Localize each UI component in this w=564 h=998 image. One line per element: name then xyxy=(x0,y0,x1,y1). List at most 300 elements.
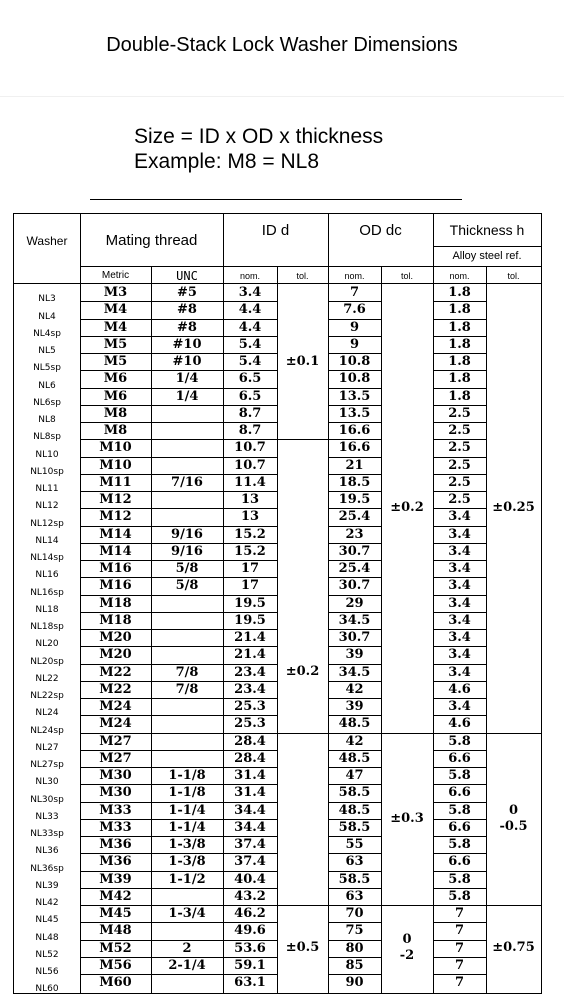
unc-cell: 1-3/8 xyxy=(168,837,206,852)
unc-cell: #5 xyxy=(177,285,197,300)
metric-cell: M60 xyxy=(99,975,132,990)
row-line xyxy=(328,422,381,423)
row-line xyxy=(223,698,277,699)
id-cell: 31.4 xyxy=(234,785,266,801)
row-line xyxy=(433,750,486,751)
row-line xyxy=(433,871,486,872)
row-line xyxy=(433,336,486,337)
row-line xyxy=(80,698,223,699)
row-line xyxy=(328,612,381,613)
od-cell: 18.5 xyxy=(338,474,371,490)
od-cell: 58.5 xyxy=(338,871,371,887)
header-id-nom: nom. xyxy=(239,270,260,281)
metric-cell: M27 xyxy=(99,750,132,766)
metric-cell: M24 xyxy=(99,699,132,714)
washer-cell: NL22sp xyxy=(30,691,64,702)
od-cell: 30.7 xyxy=(338,543,371,559)
row-line xyxy=(328,319,381,320)
metric-cell: M6 xyxy=(103,388,128,404)
od-tolerance-text: -2 xyxy=(399,948,415,964)
id-cell: 13 xyxy=(240,492,260,507)
row-line xyxy=(328,974,381,975)
row-line xyxy=(328,802,381,803)
row-line xyxy=(328,577,381,578)
metric-cell: M33 xyxy=(99,802,132,818)
washer-cell: NL4 xyxy=(38,311,56,322)
row-line xyxy=(433,560,486,561)
id-cell: 13 xyxy=(240,509,260,525)
row-line xyxy=(433,629,486,630)
id-cell: 34.4 xyxy=(234,819,266,835)
row-line xyxy=(223,405,277,406)
unc-cell: 2 xyxy=(182,940,192,956)
metric-cell: M11 xyxy=(99,474,132,490)
metric-cell: M4 xyxy=(103,319,128,335)
row-line xyxy=(80,940,223,941)
row-line xyxy=(328,405,381,406)
id-cell: 19.5 xyxy=(234,595,266,611)
row-line xyxy=(433,370,486,371)
header-alloy-ref: Alloy steel ref. xyxy=(452,250,522,262)
h-tolerance-text: -0.5 xyxy=(499,818,528,834)
id-cell: 28.4 xyxy=(234,750,266,766)
row-line xyxy=(433,508,486,509)
metric-cell: M4 xyxy=(103,302,128,318)
unc-cell: 9/16 xyxy=(171,526,203,542)
od-tolerance-text: ±0.3 xyxy=(390,810,424,826)
row-line xyxy=(80,957,223,958)
header-od: OD dc xyxy=(359,221,402,239)
metric-cell: M20 xyxy=(99,647,132,663)
row-line xyxy=(433,439,486,440)
id-cell: 28.4 xyxy=(234,733,266,749)
unc-cell: 1-3/8 xyxy=(168,854,206,870)
page-title: Double-Stack Lock Washer Dimensions xyxy=(106,34,458,56)
unc-cell xyxy=(151,715,223,732)
row-line xyxy=(223,940,277,941)
od-cell: 7 xyxy=(349,285,360,300)
row-line xyxy=(433,301,486,302)
row-line xyxy=(328,819,381,820)
row-line xyxy=(80,715,223,716)
row-line xyxy=(433,388,486,389)
id-cell: 15.2 xyxy=(234,543,266,559)
h-cell: 3.4 xyxy=(448,612,471,628)
od-cell: 13.5 xyxy=(338,388,371,404)
unc-cell: 5/8 xyxy=(175,561,199,576)
row-line xyxy=(80,784,223,785)
washer-cell: NL3 xyxy=(38,294,56,305)
h-cell: 2.5 xyxy=(448,405,471,421)
h-cell: 1.8 xyxy=(448,302,471,318)
unc-cell: 1/4 xyxy=(175,371,199,387)
id-tolerance-text: ±0.5 xyxy=(285,940,320,956)
row-line xyxy=(223,526,277,527)
od-cell: 39 xyxy=(345,699,364,714)
row-line xyxy=(223,543,277,544)
unc-cell: 1-1/4 xyxy=(168,802,206,818)
h-cell: 1.8 xyxy=(448,319,471,335)
h-cell: 2.5 xyxy=(448,492,471,507)
od-cell: 19.5 xyxy=(338,492,371,507)
header-od-nom: nom. xyxy=(344,270,365,281)
row-line xyxy=(328,508,381,509)
metric-cell: M18 xyxy=(99,612,132,628)
row-line xyxy=(80,319,223,320)
row-line xyxy=(328,836,381,837)
row-line xyxy=(328,439,381,440)
id-cell: 3.4 xyxy=(238,285,262,300)
header-id-tol: tol. xyxy=(296,270,309,281)
id-cell: 49.6 xyxy=(234,923,266,939)
row-line xyxy=(80,767,223,768)
h-tolerance xyxy=(486,733,541,906)
row-line xyxy=(433,853,486,854)
row-line xyxy=(328,681,381,682)
unc-cell: #8 xyxy=(177,319,197,335)
h-cell: 5.8 xyxy=(448,871,471,887)
h-cell: 3.4 xyxy=(448,595,471,611)
metric-cell: M3 xyxy=(103,285,128,300)
washer-cell: NL30sp xyxy=(30,794,64,805)
row-line xyxy=(223,629,277,630)
id-cell: 21.4 xyxy=(234,630,266,645)
row-line xyxy=(328,301,381,302)
metric-cell: M10 xyxy=(99,457,132,473)
id-cell: 25.3 xyxy=(234,716,266,732)
h-tolerance-text: ±0.25 xyxy=(492,500,535,516)
header-od-tol: tol. xyxy=(400,270,413,281)
h-tolerance-text: 0 xyxy=(508,802,519,818)
section-line xyxy=(80,905,541,906)
h-cell: 7 xyxy=(454,906,465,921)
id-cell: 4.4 xyxy=(238,302,262,318)
row-line xyxy=(223,595,277,596)
h-cell: 7 xyxy=(454,940,465,956)
od-cell: 42 xyxy=(345,733,364,749)
header-thickness: Thickness h xyxy=(449,222,525,238)
row-line xyxy=(223,646,277,647)
id-tolerance-text: ±0.2 xyxy=(285,664,320,680)
unc-cell xyxy=(151,439,223,456)
size-info xyxy=(134,124,383,174)
h-cell: 4.6 xyxy=(448,681,471,697)
row-line xyxy=(223,664,277,665)
washer-cell: NL8 xyxy=(38,415,56,426)
washer-cell: NL14 xyxy=(35,535,59,546)
id-cell: 8.7 xyxy=(238,423,262,438)
row-line xyxy=(328,543,381,544)
header-subrow-line xyxy=(80,266,541,267)
h-cell: 5.8 xyxy=(448,733,471,749)
metric-cell: M12 xyxy=(99,492,132,507)
row-line xyxy=(223,767,277,768)
id-cell: 43.2 xyxy=(234,888,266,904)
row-line xyxy=(223,388,277,389)
unc-cell: 9/16 xyxy=(171,543,203,559)
h-tolerance xyxy=(486,284,541,733)
washer-cell: NL10sp xyxy=(30,466,64,477)
row-line xyxy=(433,319,486,320)
row-line xyxy=(80,405,223,406)
row-line xyxy=(223,560,277,561)
metric-cell: M36 xyxy=(99,837,132,852)
h-cell: 6.6 xyxy=(448,854,471,870)
h-cell: 1.8 xyxy=(448,388,471,404)
row-line xyxy=(433,491,486,492)
washer-cell: NL56 xyxy=(35,967,59,978)
od-cell: 25.4 xyxy=(338,509,371,525)
row-line xyxy=(433,802,486,803)
id-cell: 37.4 xyxy=(234,854,266,870)
row-line xyxy=(223,957,277,958)
row-line xyxy=(433,957,486,958)
od-cell: 10.8 xyxy=(338,354,371,369)
od-cell: 16.6 xyxy=(338,440,371,456)
od-cell: 55 xyxy=(345,837,364,852)
washer-cell: NL6sp xyxy=(33,397,61,408)
h-tolerance-text: ±0.75 xyxy=(492,940,535,956)
washer-cell: NL24 xyxy=(35,708,59,719)
washer-cell: NL48 xyxy=(35,932,59,943)
id-cell: 34.4 xyxy=(234,802,266,818)
row-line xyxy=(328,940,381,941)
row-line xyxy=(328,595,381,596)
unc-cell xyxy=(151,491,223,508)
washer-cell: NL12 xyxy=(35,501,59,512)
row-line xyxy=(433,767,486,768)
id-cell: 53.6 xyxy=(234,940,266,956)
row-line xyxy=(433,664,486,665)
metric-cell: M12 xyxy=(99,509,132,525)
row-line xyxy=(223,508,277,509)
header-h-nom: nom. xyxy=(449,270,470,281)
h-cell: 3.4 xyxy=(448,647,471,663)
row-line xyxy=(223,439,277,440)
row-line xyxy=(433,888,486,889)
id-cell: 4.4 xyxy=(238,319,262,335)
od-cell: 47 xyxy=(345,768,364,783)
row-line xyxy=(328,560,381,561)
row-line xyxy=(328,698,381,699)
unc-cell xyxy=(151,457,223,474)
metric-cell: M56 xyxy=(99,957,132,973)
row-line xyxy=(223,577,277,578)
tolerance-group-line xyxy=(277,439,328,440)
row-line xyxy=(328,750,381,751)
dimensions-table xyxy=(13,213,542,994)
header-unc: UNC xyxy=(176,268,198,283)
header-washer: Washer xyxy=(26,233,68,248)
row-line xyxy=(328,474,381,475)
unc-cell xyxy=(151,646,223,663)
header-id: ID d xyxy=(261,221,290,239)
unc-cell xyxy=(151,629,223,646)
row-line xyxy=(223,974,277,975)
id-cell: 5.4 xyxy=(238,336,262,352)
unc-cell: 1-1/8 xyxy=(168,768,206,783)
metric-cell: M33 xyxy=(99,819,132,835)
row-line xyxy=(80,491,223,492)
header-mating-thread: Mating thread xyxy=(105,232,198,249)
unc-cell: #10 xyxy=(172,354,202,369)
row-line xyxy=(80,336,223,337)
id-cell: 23.4 xyxy=(234,681,266,697)
washer-cell: NL60 xyxy=(35,984,59,995)
washer-cell: NL5 xyxy=(38,346,56,357)
unc-cell: 1/4 xyxy=(175,388,199,404)
size-formula: Size = ID x OD x thickness xyxy=(134,125,384,148)
washer-cell: NL33sp xyxy=(30,829,64,840)
washer-cell: NL5sp xyxy=(33,363,61,374)
id-cell: 15.2 xyxy=(234,526,266,542)
washer-cell: NL20 xyxy=(35,639,59,650)
unc-cell: 1-3/4 xyxy=(168,906,206,921)
od-tolerance-text: 0 xyxy=(402,932,412,948)
row-line xyxy=(433,784,486,785)
row-line xyxy=(80,595,223,596)
h-cell: 5.8 xyxy=(448,888,471,904)
washer-cell: NL27sp xyxy=(30,760,64,771)
h-cell: 3.4 xyxy=(448,526,471,542)
row-line xyxy=(328,853,381,854)
od-cell: 30.7 xyxy=(338,630,371,645)
od-tolerance xyxy=(381,905,433,991)
row-line xyxy=(433,698,486,699)
row-line xyxy=(433,526,486,527)
row-line xyxy=(80,612,223,613)
od-cell: 16.6 xyxy=(338,423,371,438)
row-line xyxy=(80,422,223,423)
row-line xyxy=(80,560,223,561)
row-line xyxy=(223,888,277,889)
header-alloy-line xyxy=(433,246,541,247)
unc-cell xyxy=(151,750,223,767)
id-cell: 6.5 xyxy=(238,388,262,404)
row-line xyxy=(328,664,381,665)
metric-cell: M39 xyxy=(99,871,132,887)
washer-cell: NL16 xyxy=(35,570,59,581)
row-line xyxy=(433,819,486,820)
metric-cell: M5 xyxy=(103,354,128,369)
id-cell: 10.7 xyxy=(234,457,266,473)
row-line xyxy=(80,974,223,975)
row-line xyxy=(80,646,223,647)
washer-cell: NL36 xyxy=(35,846,59,857)
id-cell: 19.5 xyxy=(234,612,266,628)
row-line xyxy=(80,577,223,578)
h-cell: 1.8 xyxy=(448,285,471,300)
washer-cell: NL12sp xyxy=(30,518,64,529)
row-line xyxy=(328,457,381,458)
id-cell: 31.4 xyxy=(234,768,266,783)
h-cell: 3.4 xyxy=(448,578,471,594)
washer-cell: NL42 xyxy=(35,898,59,909)
washer-cell: NL8sp xyxy=(33,432,61,443)
metric-cell: M52 xyxy=(99,940,132,956)
row-line xyxy=(433,715,486,716)
washer-cell: NL45 xyxy=(35,915,59,926)
metric-cell: M18 xyxy=(99,595,132,611)
washer-cell: NL20sp xyxy=(30,656,64,667)
od-tolerance-text: ±0.2 xyxy=(390,500,424,516)
id-tolerance-text: ±0.1 xyxy=(285,353,320,369)
od-cell: 34.5 xyxy=(338,612,371,628)
row-line xyxy=(80,508,223,509)
washer-cell: NL24sp xyxy=(30,725,64,736)
washer-cell: NL52 xyxy=(35,949,59,960)
id-cell: 37.4 xyxy=(234,837,266,852)
row-line xyxy=(80,543,223,544)
h-cell: 2.5 xyxy=(448,474,471,490)
id-cell: 25.3 xyxy=(234,699,266,714)
h-cell: 1.8 xyxy=(448,371,471,387)
od-cell: 58.5 xyxy=(338,819,371,835)
unc-cell: 1-1/4 xyxy=(168,819,206,835)
row-line xyxy=(433,577,486,578)
od-tolerance xyxy=(381,733,433,906)
row-line xyxy=(223,853,277,854)
row-line xyxy=(328,353,381,354)
h-cell: 5.8 xyxy=(448,768,471,783)
od-cell: 80 xyxy=(345,940,364,956)
unc-cell xyxy=(151,508,223,525)
metric-cell: M14 xyxy=(99,526,132,542)
metric-cell: M14 xyxy=(99,543,132,559)
h-cell: 3.4 xyxy=(448,561,471,576)
id-cell: 17 xyxy=(240,561,260,576)
h-tolerance xyxy=(486,905,541,991)
id-cell: 59.1 xyxy=(234,957,266,973)
row-line xyxy=(223,353,277,354)
unc-cell xyxy=(151,922,223,939)
unc-cell: 1-1/2 xyxy=(168,871,206,887)
row-line xyxy=(433,543,486,544)
washer-cell: NL33 xyxy=(35,811,59,822)
washer-cell: NL18sp xyxy=(30,622,64,633)
row-line xyxy=(223,750,277,751)
id-cell: 10.7 xyxy=(234,440,266,456)
h-cell: 3.4 xyxy=(448,664,471,680)
divider-rule xyxy=(90,199,462,200)
row-line xyxy=(328,715,381,716)
section-line xyxy=(80,733,541,734)
id-cell: 23.4 xyxy=(234,664,266,680)
washer-cell: NL10 xyxy=(35,449,59,460)
od-cell: 70 xyxy=(345,906,364,921)
od-cell: 30.7 xyxy=(338,578,371,594)
row-line xyxy=(223,715,277,716)
row-line xyxy=(433,836,486,837)
metric-cell: M16 xyxy=(99,578,132,594)
metric-cell: M10 xyxy=(99,440,132,456)
od-cell: 29 xyxy=(345,595,364,611)
h-cell: 6.6 xyxy=(448,750,471,766)
id-cell: 11.4 xyxy=(234,474,266,490)
h-cell: 6.6 xyxy=(448,785,471,801)
id-cell: 40.4 xyxy=(234,871,266,887)
metric-cell: M45 xyxy=(99,906,132,921)
row-line xyxy=(80,439,223,440)
row-line xyxy=(223,457,277,458)
unc-cell xyxy=(151,888,223,905)
unc-cell: 7/8 xyxy=(175,664,199,680)
unc-cell xyxy=(151,698,223,715)
row-line xyxy=(328,526,381,527)
row-line xyxy=(80,474,223,475)
row-line xyxy=(80,888,223,889)
unc-cell: #10 xyxy=(172,336,202,352)
